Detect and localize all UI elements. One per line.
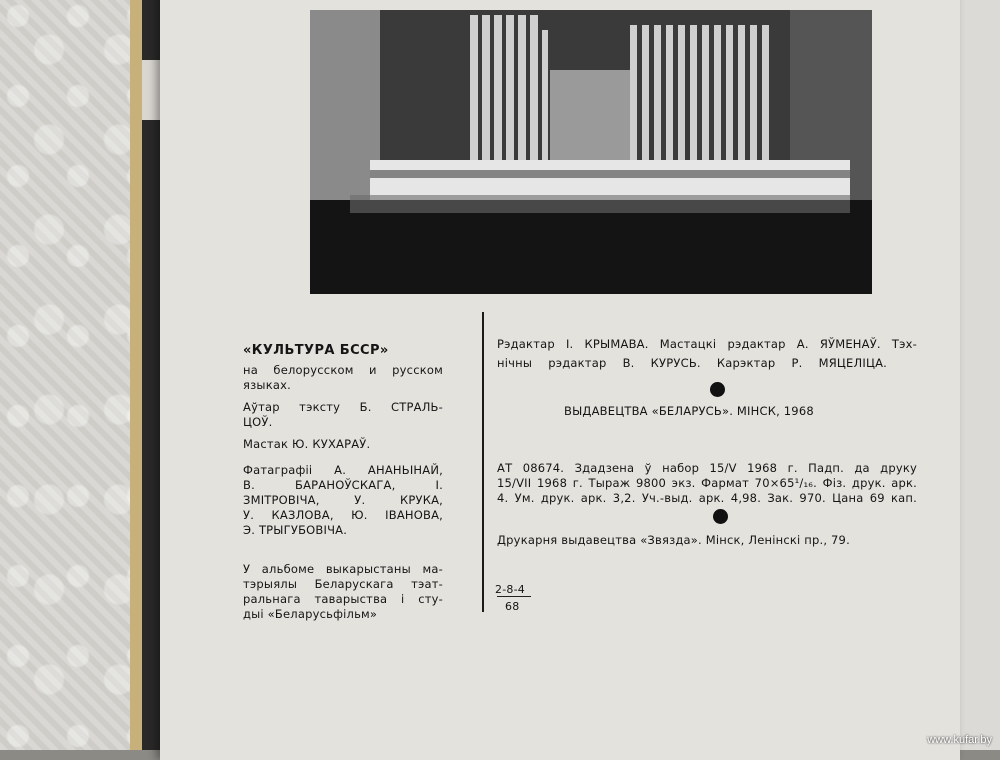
author-line-2: ЦОЎ. — [243, 415, 273, 429]
editors-line-2: нічны рэдактар В. КУРУСЬ. Карэктар Р. МЯЦЕЛІЦА. — [497, 356, 887, 370]
photo-credit-line-1: Фатаграфіі А. АНАНЬІНАЙ, — [243, 463, 443, 477]
editors-line-1: Рэдактар І. КРЫМАВА. Мастацкі рэдактар А. ЯЎМЕНАЎ. Тэх- — [497, 337, 917, 351]
print-info-line-1: АТ 08674. Здадзена ў набор 15/V 1968 г. Падп. да друку — [497, 461, 917, 475]
code-fraction-bar — [497, 596, 531, 597]
artist-credit: Мастак Ю. КУХАРАЎ. — [243, 437, 371, 451]
album-title: «КУЛЬТУРА БССР» — [243, 343, 389, 358]
concert-hall-photo — [310, 10, 872, 294]
author-line-1: Аўтар тэксту Б. СТРАЛЬ- — [243, 400, 443, 414]
photo-credit-line-5: Э. ТРЫГУБОВІЧА. — [243, 523, 348, 537]
materials-line-1: У альбоме выкарыстаны ма- — [243, 562, 443, 576]
language-note-line-1: на белорусском и русском — [243, 363, 443, 377]
bullet-dot-1 — [710, 382, 725, 397]
print-info-line-2: 15/VII 1968 г. Тыраж 9800 экз. Фармат 70×65¹/₁₆. Фіз. друк. арк. — [497, 476, 917, 490]
bullet-dot-2 — [713, 509, 728, 524]
code-numerator: 2-8-4 — [495, 583, 525, 596]
tablecloth-background — [0, 0, 150, 750]
column-divider — [482, 312, 484, 612]
materials-line-3: ральнага таварыства і сту- — [243, 592, 443, 606]
watermark: www.kufar.by — [927, 734, 992, 746]
photo-credit-line-2: В. БАРАНОЎСКАГА, І. — [243, 478, 443, 492]
printer-line: Друкарня выдавецтва «Звязда». Мінск, Ленінскі пр., 79. — [497, 533, 850, 547]
language-note-line-2: языках. — [243, 378, 291, 392]
photo-credit-line-4: У. КАЗЛОВА, Ю. ІВАНОВА, — [243, 508, 443, 522]
book-page — [160, 0, 960, 760]
code-denominator: 68 — [505, 600, 520, 613]
print-info-line-3: 4. Ум. друк. арк. 3,2. Уч.-выд. арк. 4,98. Зак. 970. Цана 69 кап. — [497, 491, 917, 505]
materials-line-4: дыі «Беларусьфільм» — [243, 607, 378, 621]
photo-credit-line-3: ЗМІТРОВІЧА, У. КРУКА, — [243, 493, 443, 507]
materials-line-2: тэрыялы Беларускага тэат- — [243, 577, 443, 591]
publisher-line: ВЫДАВЕЦТВА «БЕЛАРУСЬ». МІНСК, 1968 — [564, 404, 814, 418]
